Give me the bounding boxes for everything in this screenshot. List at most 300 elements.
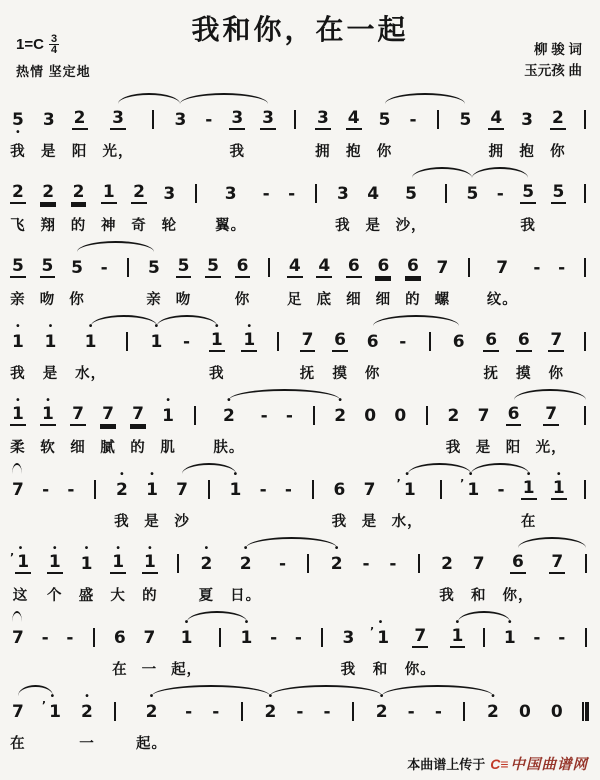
- note: [488, 102, 504, 159]
- rest-note: [549, 694, 565, 751]
- duration-dash: [261, 176, 272, 233]
- note: [112, 620, 128, 677]
- note-digit: 4: [318, 256, 331, 276]
- note: [136, 691, 168, 752]
- note-digit: 5: [466, 184, 479, 204]
- lyric: 一: [141, 662, 158, 678]
- barline: [483, 628, 485, 647]
- lyric: 我: [439, 588, 455, 604]
- note: [171, 617, 203, 678]
- note: [287, 250, 303, 307]
- final-barline: [582, 702, 589, 721]
- lyric: 螺: [434, 292, 451, 308]
- barline: [309, 398, 318, 455]
- note-digit: 3: [316, 108, 329, 128]
- breath-tick: ’: [41, 699, 47, 712]
- duration-dash: [531, 250, 542, 307]
- note-digit: -: [558, 628, 566, 648]
- note-digit: -: [323, 702, 331, 722]
- lyric: 的: [405, 292, 421, 308]
- barline: [445, 184, 447, 203]
- time-signature-numerator: 3: [50, 33, 58, 45]
- note: [549, 546, 565, 603]
- lyric: 沙，: [395, 218, 427, 234]
- note: [439, 546, 455, 603]
- note: [520, 469, 537, 530]
- lyric: 你: [550, 144, 566, 160]
- octave-dot-above: •: [53, 543, 57, 554]
- note-digit: 7: [12, 702, 24, 722]
- note-digit: 3: [112, 108, 124, 128]
- octave-dot-above: •: [16, 321, 20, 332]
- lyric: 肤。: [213, 440, 245, 456]
- note-digit: 1: [503, 628, 516, 648]
- note-digit: 7: [472, 554, 485, 574]
- note-digit: 1: [451, 626, 464, 646]
- octave-dot-above: •: [149, 691, 154, 702]
- note: [520, 176, 536, 233]
- barline: [584, 480, 586, 499]
- note: [239, 617, 255, 677]
- note: [365, 176, 381, 233]
- note: [506, 398, 522, 455]
- note-digit: -: [558, 258, 566, 278]
- note: [335, 176, 351, 233]
- lyric: 我: [340, 662, 357, 678]
- note: [160, 395, 176, 456]
- note-digit: 5: [41, 256, 54, 276]
- octave-dot-above: •: [244, 617, 249, 628]
- note: [550, 102, 566, 159]
- octave-dot-above: •: [455, 617, 460, 628]
- lyric: 亲: [146, 292, 162, 308]
- duration-dash: [268, 620, 279, 677]
- barline: [584, 258, 586, 277]
- note: [161, 176, 177, 233]
- note-digit: 7: [551, 552, 564, 572]
- octave-dot-above: •: [334, 543, 339, 554]
- note: [329, 543, 345, 603]
- octave-dot-above: •: [148, 543, 152, 554]
- note-digit: 7: [102, 404, 114, 424]
- note-digit: 4: [288, 256, 301, 276]
- note: [142, 543, 158, 604]
- barline: [584, 406, 586, 425]
- duration-dash: [294, 694, 305, 751]
- note-digit: 6: [406, 256, 419, 276]
- slur-arc: [12, 463, 22, 474]
- note: [70, 398, 86, 455]
- duration-dash: [397, 324, 408, 381]
- barline: [352, 702, 354, 721]
- lyric: 你: [548, 366, 565, 382]
- note-digit: 3: [163, 184, 176, 204]
- footer-upload-note: 本曲谱上传于: [407, 757, 486, 772]
- note-digit: 3: [231, 108, 244, 128]
- barline: [152, 110, 154, 129]
- note-digit: 7: [176, 480, 188, 500]
- barline: [425, 324, 434, 381]
- note: [10, 694, 26, 751]
- slur-arc: [157, 315, 217, 326]
- barline: [216, 620, 225, 677]
- duration-dash: [277, 546, 288, 603]
- barline: [414, 546, 423, 603]
- duration-dash: [284, 398, 295, 455]
- octave-dot-above: •: [16, 395, 20, 406]
- time-signature: [49, 34, 59, 55]
- barline: [585, 628, 587, 647]
- key-tempo-block: [16, 34, 91, 80]
- note-digit: 1: [17, 552, 30, 572]
- note-digit: 1: [102, 182, 115, 202]
- note-digit: 7: [143, 628, 156, 648]
- lyric: 拥: [315, 144, 331, 160]
- note-digit: -: [183, 332, 191, 352]
- note: [435, 250, 451, 307]
- octave-dot-above: •: [184, 617, 189, 628]
- key-signature: [16, 34, 91, 55]
- octave-dot-below: •: [16, 127, 20, 138]
- note-digit: 5: [207, 256, 219, 276]
- note: [114, 469, 130, 530]
- barline: [219, 628, 221, 647]
- lyric: 神: [101, 218, 117, 234]
- lyric: 阳: [71, 144, 88, 160]
- barline: [315, 184, 317, 203]
- lyric: 抱: [519, 144, 535, 160]
- note: [41, 691, 63, 751]
- duration-dash: [40, 620, 51, 677]
- note-digit: 6: [334, 330, 346, 350]
- note-digit: 1: [240, 628, 253, 648]
- note-digit: -: [288, 184, 296, 204]
- note-digit: 7: [414, 626, 427, 646]
- note-digit: 7: [132, 404, 144, 424]
- note: [41, 102, 57, 159]
- note: [40, 395, 56, 456]
- note-digit: 7: [72, 404, 84, 424]
- barline: [584, 332, 586, 351]
- note: [131, 176, 147, 233]
- note-digit: 2: [447, 406, 460, 426]
- lyric: 的: [142, 588, 158, 604]
- barline: [114, 702, 116, 721]
- note: [502, 617, 518, 677]
- footer: [407, 753, 588, 774]
- note-digit: 5: [459, 110, 472, 130]
- barline: [312, 480, 314, 499]
- note: [483, 324, 499, 381]
- note: [101, 176, 117, 233]
- lyric: 腻: [100, 440, 116, 456]
- lyricist-credit: 柳 骏 词: [533, 42, 582, 57]
- slur-arc: [382, 685, 493, 696]
- octave-dot-above: •: [507, 617, 512, 628]
- barline: [148, 102, 157, 159]
- note-digit: 1: [243, 330, 256, 350]
- duration-dash: [181, 324, 192, 381]
- slur-arc: [408, 463, 471, 474]
- note-digit: 1: [143, 552, 156, 572]
- note-digit: 5: [12, 110, 24, 130]
- note: [316, 250, 332, 307]
- note-digit: 4: [347, 108, 360, 128]
- note: [464, 176, 480, 233]
- slur-arc: [514, 389, 586, 400]
- note-digit: 1: [44, 332, 57, 352]
- barline: [437, 472, 446, 529]
- note-digit: 1: [467, 480, 480, 500]
- lyric: 在: [112, 662, 128, 678]
- octave-dot-above: •: [150, 469, 154, 480]
- barline: [304, 546, 313, 603]
- note: [146, 250, 162, 307]
- duration-dash: [531, 620, 542, 677]
- barline: [241, 702, 243, 721]
- lyric: 的: [70, 218, 87, 234]
- slur-arc: [91, 315, 158, 326]
- note-digit: 1: [49, 702, 61, 722]
- octave-dot-above: •: [116, 543, 120, 554]
- barline: [194, 406, 196, 425]
- barline: [312, 176, 321, 233]
- barline: [434, 102, 443, 159]
- note: [346, 250, 362, 307]
- note: [10, 102, 26, 159]
- barline: [93, 628, 95, 647]
- note-digit: -: [496, 184, 504, 204]
- final-barline: [581, 694, 590, 751]
- note: [10, 620, 26, 677]
- lyric: 柔: [10, 440, 26, 456]
- note: [332, 324, 348, 381]
- note: [362, 472, 378, 529]
- duration-dash: [556, 620, 567, 677]
- note: [519, 102, 535, 159]
- note-digit: 1: [150, 332, 163, 352]
- note-digit: 2: [145, 702, 158, 722]
- duration-dash: [360, 546, 371, 603]
- lyric: 细: [375, 292, 392, 308]
- lyric: 细: [346, 292, 362, 308]
- note-digit: 5: [71, 258, 83, 278]
- slur-arc: [412, 167, 473, 178]
- lyric: 飞: [10, 218, 26, 234]
- barline: [581, 324, 590, 381]
- lyric: 奇: [131, 218, 147, 234]
- barline: [441, 176, 450, 233]
- note-digit: 6: [113, 628, 126, 648]
- octave-dot-above: •: [526, 469, 531, 480]
- note-digit: 1: [552, 478, 565, 498]
- barline: [581, 398, 590, 455]
- note-digit: 5: [148, 258, 160, 278]
- lyric: 抚: [483, 366, 499, 382]
- note: [340, 620, 356, 677]
- slur-arc: [77, 241, 154, 252]
- octave-dot-above: •: [338, 395, 342, 406]
- note-digit: 1: [48, 552, 61, 572]
- slur-arc: [187, 611, 248, 622]
- octave-dot-above: •: [204, 543, 209, 554]
- note-digit: 7: [301, 330, 314, 350]
- slur-arc: [518, 537, 586, 548]
- note-digit: 5: [177, 256, 190, 276]
- note: [42, 321, 59, 382]
- note-digit: 2: [72, 182, 85, 202]
- note: [10, 395, 26, 456]
- lyric: 我: [114, 514, 130, 530]
- lyric: 光，: [102, 144, 134, 160]
- octave-dot-above: •: [557, 469, 561, 480]
- note-digit: 2: [200, 554, 213, 574]
- lyric: 轮: [161, 218, 178, 234]
- note-digit: 1: [146, 480, 158, 500]
- note-digit: -: [260, 406, 268, 426]
- lyric: 我: [229, 144, 245, 160]
- octave-dot-above: •: [405, 469, 409, 480]
- score-line: [10, 534, 590, 603]
- barline: [126, 332, 128, 351]
- slur-arc: [118, 93, 181, 104]
- lyric: 是: [42, 366, 59, 382]
- octave-dot-above: •: [214, 321, 219, 332]
- slur-arc: [18, 685, 53, 696]
- barline: [464, 250, 473, 307]
- barline: [237, 694, 246, 751]
- duration-dash: [40, 472, 51, 529]
- composer-credit: 玉元孩 曲: [524, 62, 582, 78]
- barline: [268, 258, 270, 277]
- note: [548, 324, 564, 381]
- lyric: 抱: [345, 144, 362, 160]
- note: [331, 472, 347, 529]
- barline: [581, 620, 590, 677]
- lyric: 这: [12, 588, 29, 604]
- note: [78, 543, 95, 604]
- octave-dot-above: •: [468, 469, 473, 480]
- duration-dash: [406, 694, 417, 751]
- slur-arc: [182, 463, 236, 474]
- site-logo: [490, 753, 588, 774]
- note: [141, 620, 157, 677]
- note: [40, 176, 56, 233]
- barline: [463, 702, 465, 721]
- note: [176, 250, 192, 307]
- note-digit: -: [42, 480, 50, 500]
- barline: [437, 110, 439, 129]
- lyric: 夏: [198, 588, 215, 604]
- barline: [307, 554, 309, 573]
- octave-dot-above: •: [48, 321, 53, 332]
- barline: [422, 398, 431, 455]
- note-digit: 6: [512, 552, 524, 572]
- octave-dot-above: •: [120, 469, 124, 480]
- note: [130, 398, 146, 455]
- note-digit: 7: [12, 628, 24, 648]
- note-digit: 2: [42, 182, 55, 202]
- note: [10, 176, 26, 233]
- note-digit: 4: [490, 108, 503, 128]
- note: [228, 469, 244, 529]
- note-digit: -: [497, 480, 505, 500]
- note: [365, 324, 381, 381]
- lyric: 你: [234, 292, 251, 308]
- barline: [91, 472, 100, 529]
- note: [102, 102, 133, 159]
- lyric: 起。: [136, 736, 168, 752]
- note-digit: 2: [551, 108, 564, 128]
- lyric: 我: [331, 514, 348, 530]
- song-title: 我和你，在一起: [191, 14, 409, 45]
- note-digit: -: [67, 480, 75, 500]
- lyric: 翔: [40, 218, 56, 234]
- note-digit: 2: [330, 554, 343, 574]
- score-line: [10, 386, 590, 455]
- note-digit: 7: [550, 330, 563, 350]
- header: [0, 0, 600, 88]
- note-digit: 6: [347, 256, 360, 276]
- note: [374, 691, 390, 751]
- score-line: [10, 608, 590, 677]
- lyric: 是: [361, 514, 378, 530]
- note-digit: 1: [403, 480, 416, 500]
- lyric: 个: [47, 588, 63, 604]
- note: [10, 472, 26, 529]
- barline: [177, 554, 179, 573]
- note-digit: 3: [342, 628, 355, 648]
- lyric: 和: [470, 588, 487, 604]
- lyric: 翼。: [215, 218, 247, 234]
- note-digit: 7: [436, 258, 449, 278]
- note-digit: 6: [333, 480, 346, 500]
- lyric: 我: [208, 366, 225, 382]
- note-digit: -: [185, 702, 193, 722]
- note-digit: 2: [12, 182, 24, 202]
- note-digit: 5: [378, 110, 391, 130]
- note: [451, 324, 467, 381]
- barline: [195, 184, 197, 203]
- note-digit: -: [284, 480, 292, 500]
- note-digit: -: [41, 628, 49, 648]
- note: [300, 324, 316, 381]
- duration-dash: [283, 472, 294, 529]
- note: [72, 102, 88, 159]
- note-digit: 0: [518, 702, 531, 722]
- note-digit: 1: [80, 554, 93, 574]
- barline: [418, 554, 420, 573]
- score-line: [10, 238, 590, 307]
- lyric: 我: [445, 440, 462, 456]
- note-digit: 2: [441, 554, 453, 574]
- barline: [277, 332, 279, 351]
- note-digit: 2: [222, 406, 235, 426]
- tempo-marking: 热情 坚定地: [16, 64, 91, 79]
- lyric: 起，: [171, 662, 203, 678]
- note-digit: -: [296, 702, 304, 722]
- note-digit: 6: [377, 256, 390, 276]
- note-digit: 2: [81, 702, 93, 722]
- duration-dash: [387, 546, 398, 603]
- note: [457, 102, 473, 159]
- note-digit: 0: [364, 406, 377, 426]
- octave-dot-above: •: [491, 691, 495, 702]
- rest-note: [517, 694, 533, 751]
- lyric: 摸: [332, 366, 348, 382]
- barline: [318, 620, 327, 677]
- note-digit: 2: [239, 554, 252, 574]
